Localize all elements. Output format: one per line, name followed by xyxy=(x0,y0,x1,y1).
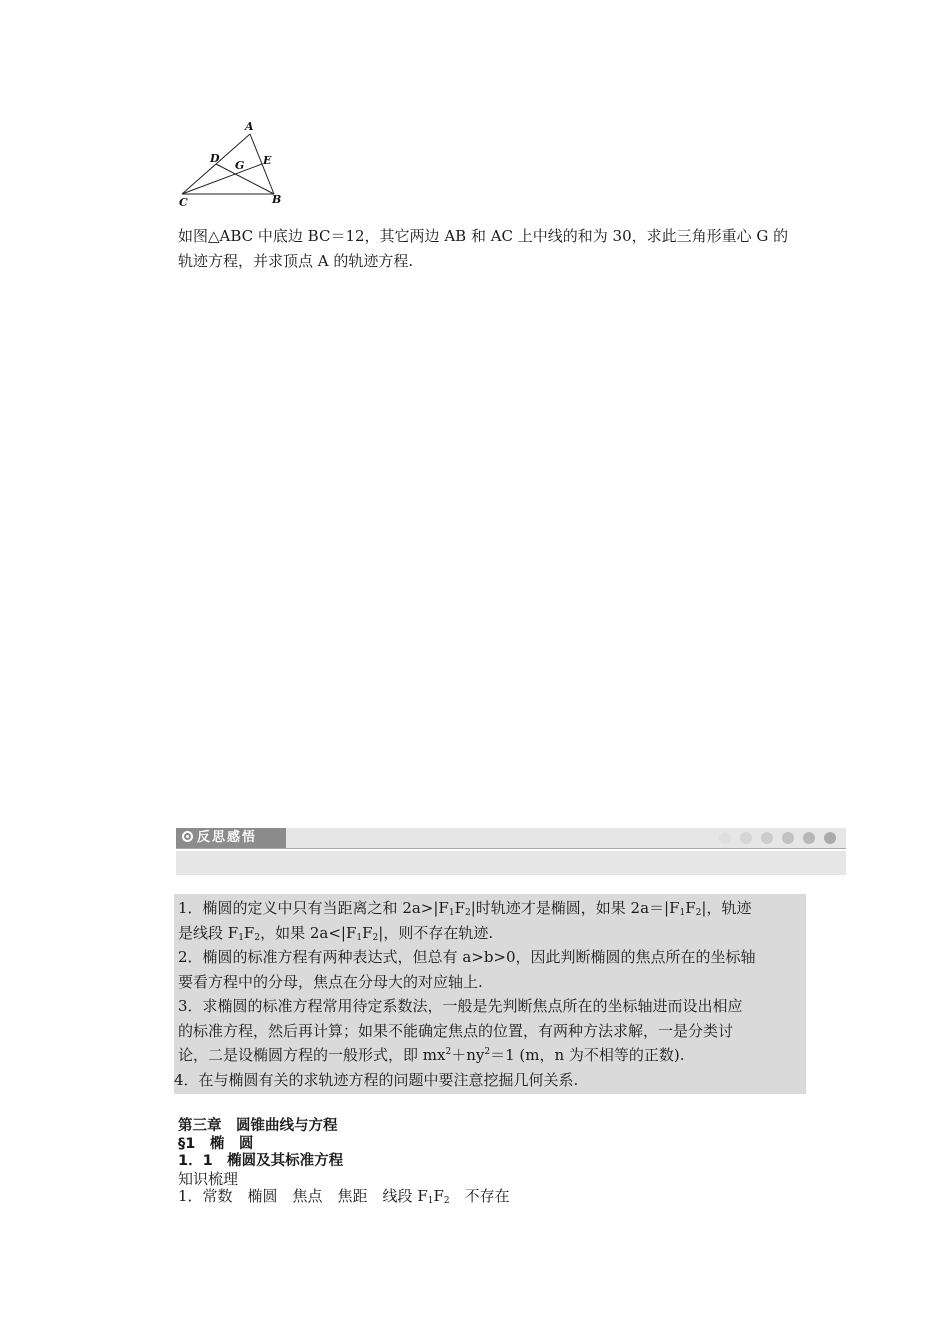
knowledge-heading: 知识梳理 xyxy=(178,1169,239,1188)
reflection-title: 反思感悟 xyxy=(197,830,258,845)
reflection-item-3b: 的标准方程，然后再计算；如果不能确定焦点的位置，有两种方法求解，一是分类讨 xyxy=(178,1021,734,1040)
label-e: E xyxy=(263,154,272,167)
decorative-dot-icon xyxy=(803,832,815,844)
reflection-item-1b: 是线段 $F_1F_2$，如果 $2a<|F_1F_2|$，则不存在轨迹. xyxy=(178,923,494,943)
section-title: §1 椭 圆 xyxy=(178,1135,254,1152)
reflection-item-4: 4．在与椭圆有关的求轨迹方程的问题中要注意挖掘几何关系. xyxy=(174,1070,579,1089)
decorative-dots xyxy=(719,832,836,844)
label-g: G xyxy=(235,159,245,172)
decorative-dot-icon xyxy=(782,832,794,844)
label-a: A xyxy=(245,120,254,133)
triangle-figure xyxy=(172,118,292,210)
reflection-tab xyxy=(176,828,286,848)
problem-line-1: 如图△ABC 中底边 BC＝12，其它两边 AB 和 AC 上中线的和为 30，求此三角形重心 G 的 xyxy=(178,227,789,245)
label-c: C xyxy=(179,196,188,209)
decorative-dot-icon xyxy=(740,832,752,844)
reflection-item-2b: 要看方程中的分母，焦点在分母大的对应轴上. xyxy=(178,972,483,991)
reflection-item-3a: 3．求椭圆的标准方程常用待定系数法，一般是先判断焦点所在的坐标轴进而设出相应 xyxy=(178,997,743,1015)
triangle-diagram xyxy=(172,118,292,210)
median-bd xyxy=(216,164,274,194)
chapter-title: 第三章 圆锥曲线与方程 xyxy=(178,1118,338,1134)
decorative-dot-icon xyxy=(719,832,731,844)
median-ce xyxy=(182,164,262,194)
label-d: D xyxy=(210,152,220,165)
problem-line-2: 轨迹方程，并求顶点 A 的轨迹方程. xyxy=(178,252,414,270)
reflection-header xyxy=(176,828,846,849)
reflection-item-1a: 1．椭圆的定义中只有当距离之和 $2a>|F_1F_2|$时轨迹才是椭圆，如果 $2a=|F_1F_2|$，轨迹 xyxy=(178,899,752,918)
reflection-box xyxy=(174,894,806,1094)
answer-line-1: 1．常数 椭圆 焦点 焦距 线段 $F_1F_2$ 不存在 xyxy=(178,1187,510,1206)
target-icon xyxy=(182,831,193,842)
reflection-item-3c: 论，二是设椭圆方程的一般形式，即 $mx^2+ny^2=1$ (m，n 为不相等的正数). xyxy=(178,1046,685,1064)
decorative-dot-icon xyxy=(824,832,836,844)
decorative-dot-icon xyxy=(761,832,773,844)
problem-text xyxy=(178,224,814,274)
answers-section xyxy=(178,1118,798,1206)
reflection-band xyxy=(176,851,846,875)
subsection-title: 1．1 椭圆及其标准方程 xyxy=(178,1153,344,1169)
label-b: B xyxy=(272,193,282,206)
reflection-item-2a: 2．椭圆的标准方程有两种表达式，但总有 a>b>0，因此判断椭圆的焦点所在的坐标轴 xyxy=(178,948,756,966)
